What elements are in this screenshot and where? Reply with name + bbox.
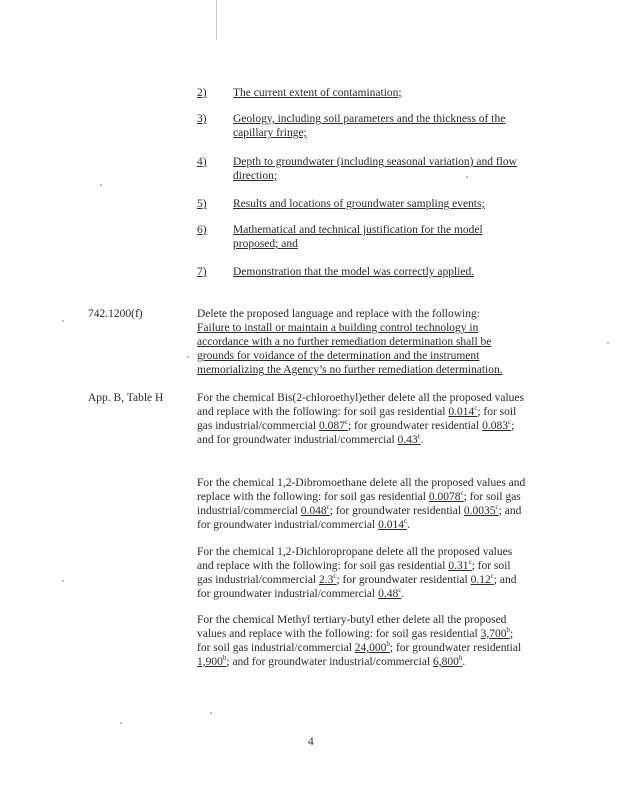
scan-artifact-dot <box>62 580 64 582</box>
value-footnote: c <box>490 572 494 581</box>
value-footnote: b <box>506 626 510 635</box>
paragraph-text: . <box>462 656 466 668</box>
value-number: 0.083 <box>482 420 508 432</box>
section-label-app-b-table-h: App. B, Table H <box>88 392 164 404</box>
scan-artifact-dot <box>187 356 189 358</box>
value-soil-gas-industrial <box>319 574 336 586</box>
paragraph-dibromoethane <box>197 476 527 532</box>
value-number: 0.31 <box>448 560 469 572</box>
scan-artifact-dot <box>607 342 609 344</box>
section-label-742-1200f: 742.1200(f) <box>88 308 143 320</box>
value-number: 0.12 <box>470 574 491 586</box>
scan-artifact-dot <box>62 320 64 322</box>
value-footnote: c <box>398 586 402 595</box>
paragraph-text: ; and for groundwater industrial/commercial <box>226 656 433 668</box>
paragraph-text: ; for soil gas industrial/commercial <box>197 406 517 432</box>
page-number: 4 <box>308 736 314 748</box>
paragraph-text: ; for groundwater residential <box>347 420 483 432</box>
paragraph-dichloropropane <box>197 545 527 601</box>
scan-artifact-dot <box>210 712 212 714</box>
section-742-body <box>197 307 527 377</box>
value-number: 0.087 <box>319 420 345 432</box>
paragraph-text: . <box>401 588 405 600</box>
value-number: 1,900 <box>197 656 223 668</box>
paragraph-bis-chloroethyl-ether <box>197 391 527 447</box>
paragraph-text: ; and for groundwater industrial/commercial <box>197 574 517 600</box>
paragraph-text: For the chemical Methyl tertiary-butyl ether delete all the proposed values and replace with the following: for soil gas residential <box>197 614 507 640</box>
value-number: 3,700 <box>480 628 507 640</box>
paragraph-text: ; for groundwater residential <box>336 574 471 586</box>
value-footnote: c <box>495 503 499 512</box>
list-number: 5) <box>197 198 207 210</box>
list-text: Results and locations of groundwater sampling events; <box>233 198 485 210</box>
value-number: 0.048 <box>300 505 327 517</box>
paragraph-text: ; for soil gas industrial/commercial <box>197 560 511 586</box>
list-number: 3) <box>197 113 207 125</box>
value-soil-gas-residential <box>448 406 477 418</box>
value-footnote: c <box>344 418 348 427</box>
value-number: 24,000 <box>354 642 387 654</box>
value-footnote: b <box>386 640 390 649</box>
value-number: 0.0078 <box>428 491 461 503</box>
list-number: 2) <box>197 87 207 99</box>
value-number: 2.3 <box>319 574 334 586</box>
value-footnote: c <box>417 432 421 441</box>
value-footnote: c <box>468 558 472 567</box>
value-number: 0.48 <box>378 588 399 600</box>
value-number: 0.0035 <box>463 505 496 517</box>
value-number: 0.43 <box>397 434 418 446</box>
list-number: 4) <box>197 156 207 168</box>
value-groundwater-industrial <box>378 588 401 600</box>
value-soil-gas-industrial <box>355 642 390 654</box>
value-footnote: c <box>507 418 512 427</box>
value-groundwater-residential <box>482 420 511 432</box>
value-groundwater-industrial <box>433 656 462 668</box>
paragraph-text: ; for groundwater residential <box>329 505 464 517</box>
value-footnote: c <box>326 503 330 512</box>
paragraph-text: ; and for groundwater industrial/commercial <box>197 420 515 446</box>
paragraph-text: ; for soil gas industrial/commercial <box>197 491 521 517</box>
value-groundwater-residential <box>464 505 499 517</box>
value-number: 0.014 <box>448 406 475 418</box>
paragraph-text: ; and for groundwater industrial/commercial <box>197 505 522 531</box>
scan-artifact-line <box>216 0 217 40</box>
list-text: The current extent of contamination; <box>233 87 402 99</box>
paragraph-text: ; for soil gas industrial/commercial <box>197 628 514 654</box>
value-footnote: b <box>458 654 463 663</box>
list-text: Mathematical and technical justification for the model proposed; and <box>233 224 483 250</box>
paragraph-text: . <box>420 434 424 446</box>
list-text: Geology, including soil parameters and the thickness of the capillary fringe; <box>233 113 506 139</box>
value-soil-gas-residential <box>481 628 510 640</box>
paragraph-text: . <box>407 519 410 531</box>
value-soil-gas-residential <box>448 560 471 572</box>
value-number: 6,800 <box>433 656 459 668</box>
value-footnote: c <box>474 404 478 413</box>
value-soil-gas-industrial <box>301 505 330 517</box>
section-742-replacement-text: Failure to install or maintain a building control technology in accordance with a no further remediation determination shall be grounds for voidance of the determination and the instrument memorializing the Agency’s no further remediation determination. <box>197 322 503 376</box>
value-footnote: c <box>403 517 408 526</box>
value-groundwater-residential <box>471 574 494 586</box>
paragraph-text: ; for groundwater residential <box>389 642 522 654</box>
paragraph-text: For the chemical Bis(2-chloroethyl)ether delete all the proposed values and replace with the following: for soil gas residential <box>197 392 524 418</box>
section-742-intro: Delete the proposed language and replace with the following: <box>197 308 480 320</box>
list-number: 6) <box>197 224 207 236</box>
value-soil-gas-residential <box>429 491 464 503</box>
list-number: 7) <box>197 266 207 278</box>
value-soil-gas-industrial <box>319 420 348 432</box>
value-groundwater-industrial <box>378 519 407 531</box>
value-number: 0.014 <box>378 519 404 531</box>
paragraph-text: For the chemical 1,2-Dichloropropane delete all the proposed values and replace with the following: for soil gas residential <box>197 546 513 572</box>
list-text: Demonstration that the model was correctly applied. <box>233 266 475 278</box>
scan-artifact-dot <box>100 184 102 186</box>
paragraph-text: For the chemical 1,2-Dibromoethane delete all the proposed values and replace with the following: for soil gas residential <box>197 477 526 503</box>
value-groundwater-industrial <box>398 434 421 446</box>
value-groundwater-residential <box>197 656 226 668</box>
paragraph-methyl-tertiary-butyl-ether <box>197 613 527 669</box>
scan-artifact-dot <box>120 722 122 724</box>
list-text: Depth to groundwater (including seasonal variation) and flow direction; <box>233 156 517 182</box>
value-footnote: b <box>222 654 227 663</box>
value-footnote: c <box>460 489 464 498</box>
value-footnote: c <box>333 572 337 581</box>
